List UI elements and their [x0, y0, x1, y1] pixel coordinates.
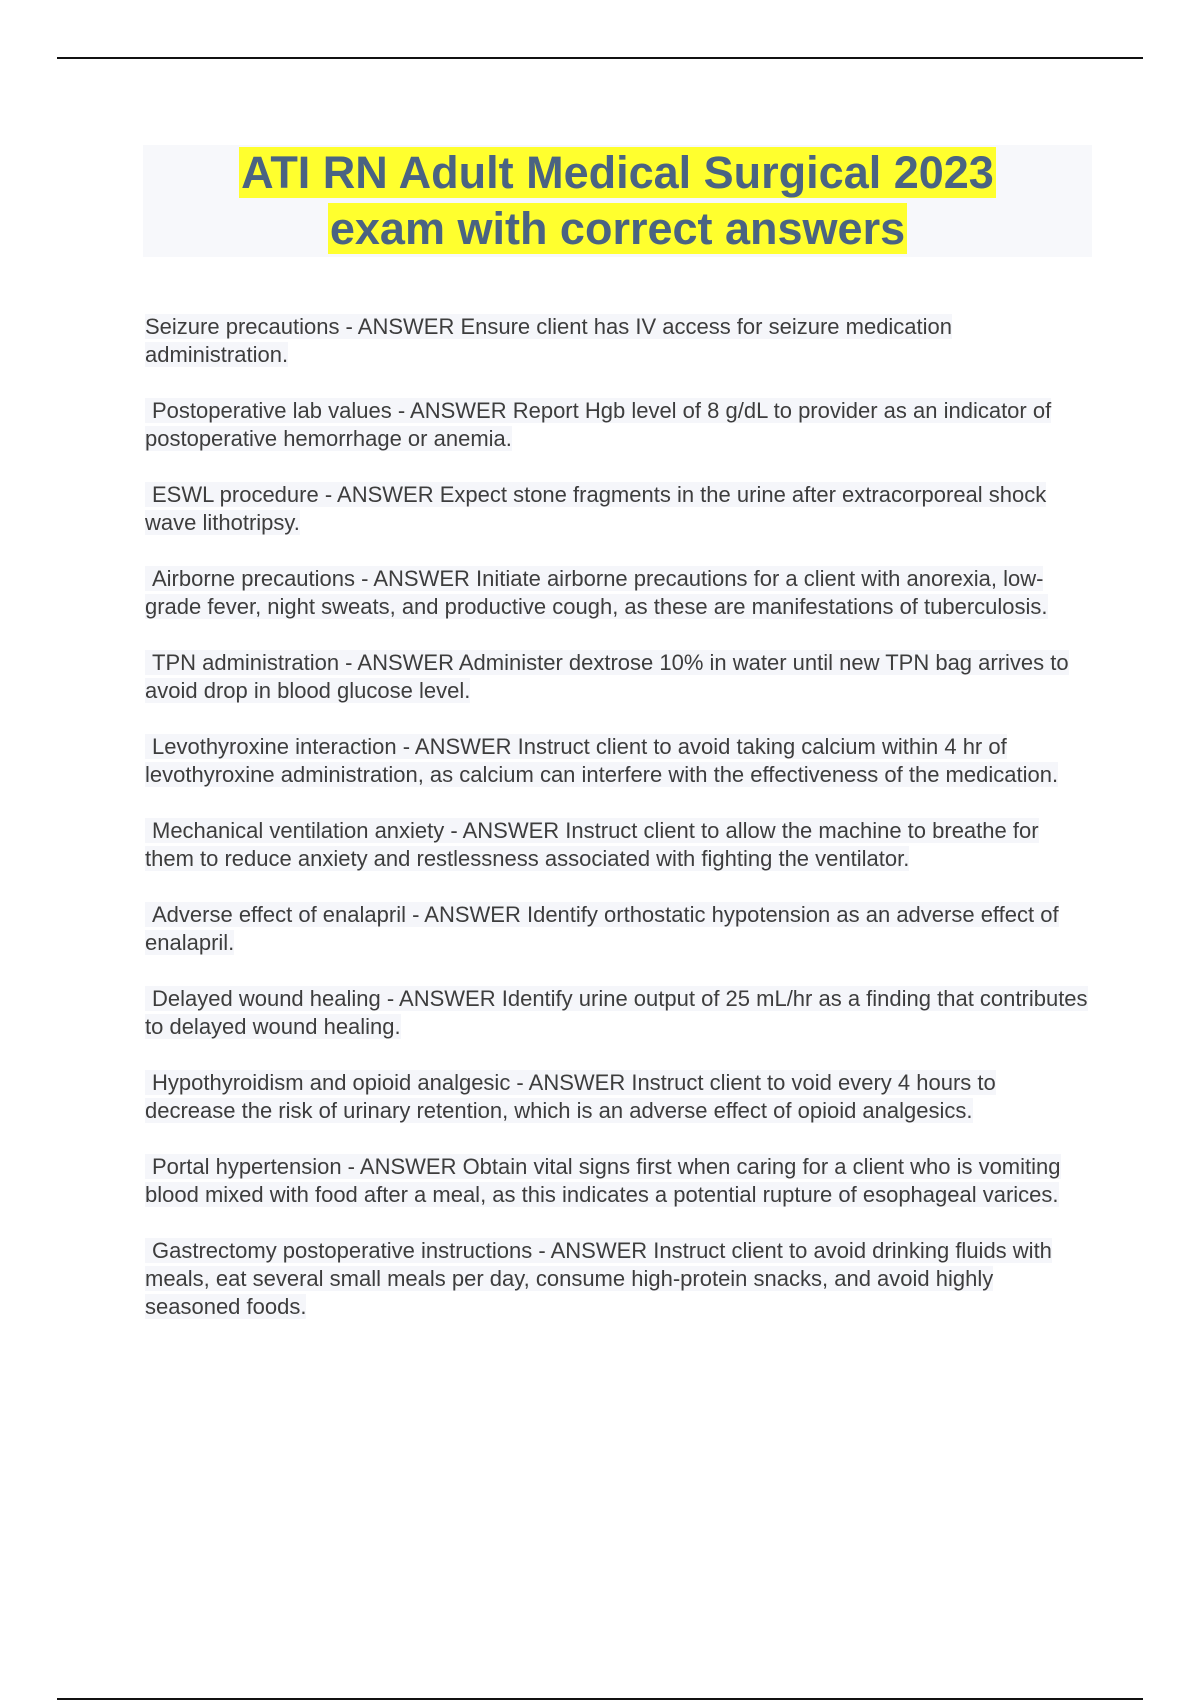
- qa-list: [145, 313, 1090, 1349]
- qa-item-text: Postoperative lab values - ANSWER Report Hgb level of 8 g/dL to provider as an indicator of postoperative hemorrhage or anemia.: [145, 398, 1052, 451]
- qa-item-hypothyroidism-opioid: [145, 1069, 1090, 1125]
- qa-item-tpn-administration: [145, 649, 1090, 705]
- qa-item-gastrectomy-instructions: [145, 1237, 1090, 1321]
- qa-item-seizure-precautions: [145, 313, 1090, 369]
- qa-item-airborne-precautions: [145, 565, 1090, 621]
- qa-item-text: Portal hypertension - ANSWER Obtain vital signs first when caring for a client who is vomiting blood mixed with food after a meal, as this indicates a potential rupture of esophageal varices.: [145, 1154, 1061, 1207]
- qa-item-text: Airborne precautions - ANSWER Initiate airborne precautions for a client with anorexia, low-grade fever, night sweats, and productive cough, as these are manifestations of tuberculosis.: [145, 566, 1048, 619]
- document-title: [143, 145, 1092, 257]
- qa-item-portal-hypertension: [145, 1153, 1090, 1209]
- qa-item-adverse-effect-enalapril: [145, 901, 1090, 957]
- qa-item-eswl-procedure: [145, 481, 1090, 537]
- qa-item-text: TPN administration - ANSWER Administer dextrose 10% in water until new TPN bag arrives to avoid drop in blood glucose level.: [145, 650, 1069, 703]
- qa-item-mechanical-ventilation-anxiety: [145, 817, 1090, 873]
- qa-item-text: Delayed wound healing - ANSWER Identify urine output of 25 mL/hr as a finding that contributes to delayed wound healing.: [145, 986, 1088, 1039]
- qa-item-text: Levothyroxine interaction - ANSWER Instruct client to avoid taking calcium within 4 hr of levothyroxine administration, as calcium can interfere with the effectiveness of the medication.: [145, 734, 1059, 787]
- qa-item-postoperative-lab-values: [145, 397, 1090, 453]
- title-line-2: [143, 201, 1092, 257]
- top-rule: [57, 57, 1143, 59]
- qa-item-text: Seizure precautions - ANSWER Ensure client has IV access for seizure medication administration.: [145, 314, 953, 367]
- qa-item-text: ESWL procedure - ANSWER Expect stone fragments in the urine after extracorporeal shock wave lithotripsy.: [145, 482, 1047, 535]
- qa-item-text: Gastrectomy postoperative instructions - ANSWER Instruct client to avoid drinking fluids with meals, eat several small meals per day, consume high-protein snacks, and avoid highly seasoned foods.: [145, 1238, 1052, 1319]
- qa-item-text: Mechanical ventilation anxiety - ANSWER Instruct client to allow the machine to breathe for them to reduce anxiety and restlessness associated with fighting the ventilator.: [145, 818, 1039, 871]
- qa-item-levothyroxine-interaction: [145, 733, 1090, 789]
- title-line-1-text: ATI RN Adult Medical Surgical 2023: [241, 147, 994, 198]
- qa-item-delayed-wound-healing: [145, 985, 1090, 1041]
- qa-item-text: Hypothyroidism and opioid analgesic - ANSWER Instruct client to void every 4 hours to decrease the risk of urinary retention, which is an adverse effect of opioid analgesics.: [145, 1070, 996, 1123]
- title-line-1: [143, 145, 1092, 201]
- qa-item-text: Adverse effect of enalapril - ANSWER Identify orthostatic hypotension as an adverse effect of enalapril.: [145, 902, 1059, 955]
- title-line-2-text: exam with correct answers: [329, 203, 906, 254]
